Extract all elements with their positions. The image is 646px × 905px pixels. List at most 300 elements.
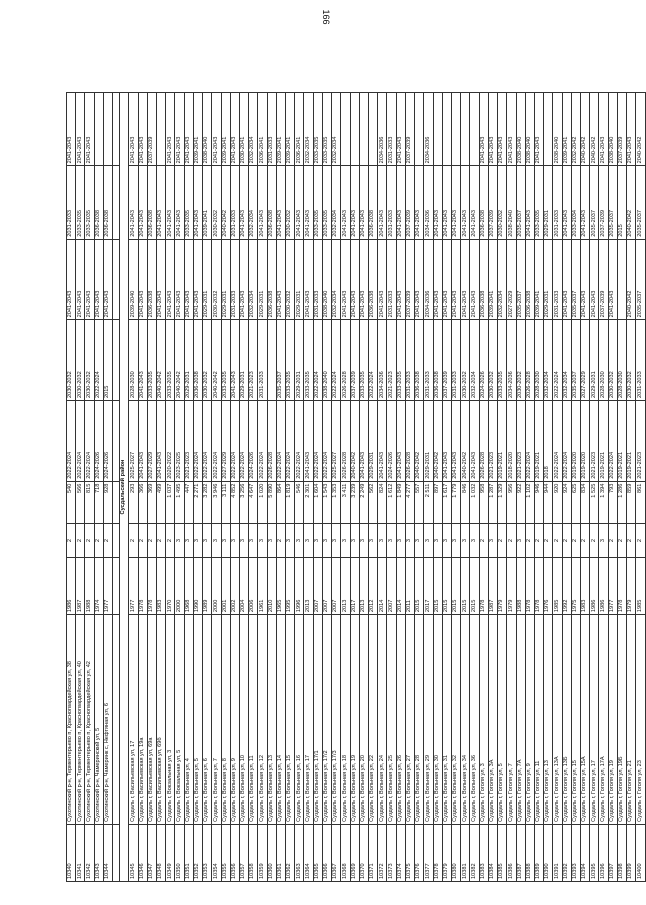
table-row: [313, 93, 322, 882]
cell-p1: 2026-2028: [479, 401, 488, 482]
cell-area: 3 282: [203, 481, 212, 524]
cell-p2: 2034-2036: [378, 320, 387, 401]
cell-id: 10355: [221, 824, 230, 881]
cell-id: 10340: [67, 824, 76, 881]
cell-year: 1983: [156, 557, 165, 614]
cell-area: 920: [553, 481, 562, 524]
cell-area: 1 779: [451, 481, 460, 524]
cell-year: 1961: [258, 557, 267, 614]
cell-address: Суздаль г, Гоголя ул, 15А: [581, 615, 590, 825]
cell-p1: 2027-2029: [221, 401, 230, 482]
cell-id: 10354: [212, 824, 221, 881]
cell-p4: 2041-2043: [166, 166, 175, 239]
cell-id: 10344: [103, 824, 112, 881]
cell-floors: 3: [415, 524, 424, 558]
cell-area: 4 647: [249, 481, 258, 524]
table-row: [212, 93, 221, 882]
cell-p4: 2039-2041: [203, 166, 212, 239]
cell-year: 2015: [442, 557, 451, 614]
cell-p1: 2022-2024: [85, 401, 94, 482]
cell-address: Суздаль г, Вольная ул, 6: [203, 615, 212, 825]
empty-cell: [113, 320, 120, 401]
table-row: [175, 93, 184, 882]
cell-p2: 2028-2030: [617, 320, 626, 401]
cell-p4: 2037-2039: [599, 166, 608, 239]
cell-year: 1979: [498, 557, 507, 614]
cell-p3: 2036-2038: [267, 239, 276, 320]
cell-area: 562: [369, 481, 378, 524]
cell-p5: 2041-2043: [212, 93, 221, 166]
cell-address: Суздаль г, Гоголя ул, 11: [534, 615, 543, 825]
cell-floors: 3: [599, 524, 608, 558]
cell-p1: 2022-2024: [313, 401, 322, 482]
cell-address: Суздаль г, Вольная ул, 17: [304, 615, 313, 825]
cell-p5: 2032-2042: [571, 93, 580, 166]
cell-p2: 2036-2038: [193, 320, 202, 401]
cell-p5: 2041-2043: [498, 93, 507, 166]
cell-p3: 2030-2032: [212, 239, 221, 320]
cell-address: Суздаль г, Вольная ул, 28: [415, 615, 424, 825]
cell-p3: 2041-2043: [138, 239, 147, 320]
cell-p4: 2041-2043: [156, 166, 165, 239]
cell-year: 2010: [267, 557, 276, 614]
cell-id: 10343: [94, 824, 103, 881]
cell-id: 10348: [156, 824, 165, 881]
cell-area: 946: [534, 481, 543, 524]
cell-year: 2007: [387, 557, 396, 614]
cell-p2: 2040-2042: [156, 320, 165, 401]
cell-p1: 2019-2021: [627, 401, 636, 482]
table-row: [129, 93, 138, 882]
cell-p4: 2041-2043: [175, 166, 184, 239]
cell-area: 1 604: [313, 481, 322, 524]
table-row: [295, 93, 304, 882]
table-row: [424, 93, 433, 882]
cell-floors: 2: [627, 524, 636, 558]
cell-p2: 2033-2035: [396, 320, 405, 401]
cell-p2: 2033-2035: [166, 320, 175, 401]
cell-year: 2015: [433, 557, 442, 614]
cell-p5: [350, 93, 359, 166]
cell-year: 1985: [636, 557, 645, 614]
cell-p4: 2030-2032: [286, 166, 295, 239]
cell-p1: 2041-2043: [156, 401, 165, 482]
table-row: [608, 93, 617, 882]
cell-p1: 2027-2029: [147, 401, 156, 482]
cell-area: 793: [608, 481, 617, 524]
cell-p4: 2036-2038: [147, 166, 156, 239]
cell-p5: 2038-2040: [553, 93, 562, 166]
cell-p3: 2041-2043: [470, 239, 479, 320]
cell-p3: 2039-2040: [129, 239, 138, 320]
cell-area: 3 946: [212, 481, 221, 524]
cell-p4: 2041-2043: [461, 166, 470, 239]
cell-floors: 2: [138, 524, 147, 558]
cell-p2: 2033-2035: [286, 320, 295, 401]
cell-year: 1986: [67, 557, 76, 614]
cell-p2: 2030-2032: [85, 320, 94, 401]
cell-address: Суздаль г, Вольная ул, 7: [212, 615, 221, 825]
cell-p3: 2041-2043: [94, 239, 103, 320]
cell-p1: 2029-2031: [369, 401, 378, 482]
cell-floors: 3: [184, 524, 193, 558]
cell-p4: 2032-2034: [249, 166, 258, 239]
cell-id: 10400: [636, 824, 645, 881]
cell-p1: 2022-2024: [553, 401, 562, 482]
cell-p5: 2041-2043: [85, 93, 94, 166]
cell-p2: 2037-2039: [350, 320, 359, 401]
cell-floors: 2: [166, 524, 175, 558]
cell-p5: 2040-2042: [636, 93, 645, 166]
table-row: [442, 93, 451, 882]
cell-floors: 3: [175, 524, 184, 558]
cell-year: 1977: [103, 557, 112, 614]
cell-area: 2 249: [359, 481, 368, 524]
cell-p3: 2031-2033: [553, 239, 562, 320]
cell-area: 897: [433, 481, 442, 524]
cell-id: 10399: [627, 824, 636, 881]
cell-floors: 2: [76, 524, 85, 558]
cell-p5: 2041-2043: [534, 93, 543, 166]
cell-p1: 2018: [544, 401, 553, 482]
cell-id: 10378: [433, 824, 442, 881]
cell-p3: 2041-2043: [378, 239, 387, 320]
cell-floors: 3: [249, 524, 258, 558]
cell-p5: 2041-2043: [396, 93, 405, 166]
cell-area: 5 890: [267, 481, 276, 524]
cell-p2: 2031-2033: [424, 320, 433, 401]
table-row: [553, 93, 562, 882]
cell-p3: 2035-2037: [516, 239, 525, 320]
empty-cell: [113, 239, 120, 320]
table-row: [433, 93, 442, 882]
cell-floors: 2: [534, 524, 543, 558]
cell-id: 10364: [304, 824, 313, 881]
cell-p3: 2029-2031: [258, 239, 267, 320]
cell-area: 1 543: [322, 481, 331, 524]
table-row: [203, 93, 212, 882]
cell-address: Сухотинский р-н, Чамеринк с, Нефтяная ул, 6: [103, 615, 112, 825]
cell-address: Суздаль г, Вольная ул, 5: [193, 615, 202, 825]
cell-floors: 2: [636, 524, 645, 558]
cell-floors: 3: [230, 524, 239, 558]
cell-year: 2015: [415, 557, 424, 614]
cell-address: Суздаль г, Вольная ул, 36: [470, 615, 479, 825]
cell-address: Суздаль г, Гоголя ул, 7А: [516, 615, 525, 825]
cell-p1: 2021-2023: [636, 401, 645, 482]
cell-floors: 2: [85, 524, 94, 558]
cell-floors: 3: [350, 524, 359, 558]
cell-p1: 2022-2024: [322, 401, 331, 482]
cell-p5: 2031-2033: [267, 93, 276, 166]
cell-p2: 2034-2036: [507, 320, 516, 401]
cell-id: 10366: [322, 824, 331, 881]
cell-year: 2011: [405, 557, 414, 614]
cell-id: 10359: [258, 824, 267, 881]
cell-p2: 2030-2032: [461, 320, 470, 401]
cell-p1: 2024-2026: [249, 401, 258, 482]
cell-year: 2012: [369, 557, 378, 614]
cell-year: 2000: [212, 557, 221, 614]
cell-area: 861: [636, 481, 645, 524]
cell-area: 1 287: [488, 481, 497, 524]
table-row: [488, 93, 497, 882]
cell-p1: 2022-2024: [295, 401, 304, 482]
table-row: [534, 93, 543, 882]
cell-p3: 2041-2043: [341, 239, 350, 320]
table-row: [507, 93, 516, 882]
cell-year: 1995: [286, 557, 295, 614]
cell-id: 10349: [166, 824, 175, 881]
table-row: [76, 93, 85, 882]
table-row: [350, 93, 359, 882]
cell-p4: 2041-2043: [396, 166, 405, 239]
cell-id: 10372: [378, 824, 387, 881]
cell-year: 1988: [516, 557, 525, 614]
cell-p3: 2036-2038: [369, 239, 378, 320]
cell-p2: 2029-2031: [590, 320, 599, 401]
table-row: [258, 93, 267, 882]
cell-floors: 3: [424, 524, 433, 558]
cell-area: 928: [103, 481, 112, 524]
cell-address: Суздаль г, Васильевская ул, 17: [129, 615, 138, 825]
cell-area: 546: [295, 481, 304, 524]
cell-area: 958: [479, 481, 488, 524]
cell-p4: 2041-2043: [138, 166, 147, 239]
cell-year: 1978: [525, 557, 534, 614]
cell-p5: 2037-2039: [405, 93, 414, 166]
cell-p1: 2022-2024: [230, 401, 239, 482]
cell-p3: 2041-2043: [461, 239, 470, 320]
cell-floors: 3: [396, 524, 405, 558]
cell-p4: 2031-2033: [230, 166, 239, 239]
table-row: [590, 93, 599, 882]
cell-p4: 2041-2043: [350, 166, 359, 239]
cell-p1: 2021-2023: [516, 401, 525, 482]
cell-floors: 2: [147, 524, 156, 558]
cell-p2: 2029-2031: [239, 320, 248, 401]
cell-floors: 2: [617, 524, 626, 558]
table-row: [359, 93, 368, 882]
cell-p2: 2031-2033: [451, 320, 460, 401]
cell-year: 1985: [553, 557, 562, 614]
cell-p1: 2019-2021: [617, 401, 626, 482]
cell-year: 1974: [94, 557, 103, 614]
cell-p3: 2041-2043: [590, 239, 599, 320]
table-row: [304, 93, 313, 882]
cell-year: 1992: [562, 557, 571, 614]
cell-p4: 2041-2043: [129, 166, 138, 239]
cell-p3: 2041-2043: [581, 239, 590, 320]
cell-floors: 2: [129, 524, 138, 558]
cell-p3: 2037-2039: [599, 239, 608, 320]
cell-address: Суздаль г, Вольная ул, 15: [286, 615, 295, 825]
cell-p4: 2041-2043: [415, 166, 424, 239]
cell-id: 10390: [544, 824, 553, 881]
cell-p2: 2028-2030: [129, 320, 138, 401]
cell-address: Суздаль г, Гоголя ул, 13А: [553, 615, 562, 825]
cell-p5: 2032-2034: [332, 93, 341, 166]
table-row: [544, 93, 553, 882]
cell-p2: 2021-2023: [387, 320, 396, 401]
cell-area: 557: [415, 481, 424, 524]
cell-p5: [103, 93, 112, 166]
cell-p1: 2029-2031: [424, 401, 433, 482]
cell-p4: 2031-2033: [553, 166, 562, 239]
cell-year: 1986: [590, 557, 599, 614]
cell-address: Суздаль г, Гоголя ул, 3: [479, 615, 488, 825]
cell-p1: 2024-2026: [94, 401, 103, 482]
cell-area: 499: [156, 481, 165, 524]
cell-p4: 2040-2042: [627, 166, 636, 239]
cell-p1: 2022-2024: [286, 401, 295, 482]
cell-area: 718: [94, 481, 103, 524]
cell-p3: 2034-2036: [424, 239, 433, 320]
cell-p2: 2041-2043: [138, 320, 147, 401]
cell-floors: 2: [562, 524, 571, 558]
cell-floors: 2: [103, 524, 112, 558]
cell-year: 2006: [249, 557, 258, 614]
cell-p3: 2041-2043: [193, 239, 202, 320]
cell-floors: 2: [94, 524, 103, 558]
cell-p4: 2041-2043: [433, 166, 442, 239]
cell-p2: 2033-2035: [359, 320, 368, 401]
cell-year: 2015: [470, 557, 479, 614]
cell-p2: 2030-2032: [67, 320, 76, 401]
cell-p5: 2037-2039: [617, 93, 626, 166]
cell-id: 10358: [249, 824, 258, 881]
cell-area: 2 301: [304, 481, 313, 524]
cell-p5: 2039-2041: [562, 93, 571, 166]
cell-area: 1 329: [498, 481, 507, 524]
cell-area: 846: [461, 481, 470, 524]
cell-p4: 2041-2043: [359, 166, 368, 239]
cell-p2: 2030-2032: [76, 320, 85, 401]
empty-cell: [113, 401, 120, 482]
cell-address: Суздаль г, Васильевская ул, 69а: [147, 615, 156, 825]
cell-address: Суздаль г, Гоголя ул, 17А: [599, 615, 608, 825]
cell-p3: 2041-2043: [359, 239, 368, 320]
cell-address: Суздаль г, Вольная ул, 8: [221, 615, 230, 825]
cell-p2: 2040-2042: [175, 320, 184, 401]
cell-id: 10350: [175, 824, 184, 881]
cell-p5: 2032-2034: [249, 93, 258, 166]
cell-p1: 2026-2028: [341, 401, 350, 482]
cell-year: 1976: [544, 557, 553, 614]
cell-p2: 2029-2031: [295, 320, 304, 401]
cell-id: 10365: [313, 824, 322, 881]
cell-address: Суздаль г, Гоголя ул, 19Б: [617, 615, 626, 825]
cell-address: Суздаль г, Вольная ул, 30: [433, 615, 442, 825]
cell-p1: 2022-2024: [276, 401, 285, 482]
cell-year: 1987: [488, 557, 497, 614]
cell-address: Суздаль г, Вольная ул, 34: [461, 615, 470, 825]
cell-address: Суздаль г, Вольная ул, 9: [230, 615, 239, 825]
cell-floors: 2: [507, 524, 516, 558]
cell-p5: 2031-2033: [387, 93, 396, 166]
cell-floors: 3: [193, 524, 202, 558]
cell-p5: [470, 93, 479, 166]
cell-id: 10379: [442, 824, 451, 881]
table-row: [571, 93, 580, 882]
cell-year: 2001: [221, 557, 230, 614]
cell-p5: 2040-2042: [581, 93, 590, 166]
cell-p3: 2041-2043: [304, 239, 313, 320]
cell-id: 10346: [138, 824, 147, 881]
table-row: [461, 93, 470, 882]
cell-p1: 2025-2027: [332, 401, 341, 482]
cell-p4: 2041-2043: [258, 166, 267, 239]
cell-id: 10361: [276, 824, 285, 881]
cell-address: Суздаль г, Вольная ул, 22: [369, 615, 378, 825]
cell-area: 625: [571, 481, 580, 524]
cell-floors: 3: [369, 524, 378, 558]
cell-area: 824: [378, 481, 387, 524]
cell-p2: 2022-2024: [94, 320, 103, 401]
cell-p5: 2036-2041: [295, 93, 304, 166]
cell-address: Суздаль г, Вольная ул, 13: [267, 615, 276, 825]
cell-p1: 2022-2024: [67, 401, 76, 482]
cell-p2: 2022-2024: [369, 320, 378, 401]
cell-floors: 3: [267, 524, 276, 558]
cell-address: Суздаль г, Вольная ул, 17/2: [322, 615, 331, 825]
cell-p3: 2035-2037: [571, 239, 580, 320]
cell-floors: 3: [387, 524, 396, 558]
cell-area: 1 102: [525, 481, 534, 524]
cell-address: Суздаль г, Вольная ул, 4: [184, 615, 193, 825]
page-number: 166: [321, 9, 331, 25]
cell-p5: 2039-2041: [286, 93, 295, 166]
cell-floors: 3: [221, 524, 230, 558]
cell-p5: [451, 93, 460, 166]
table-row: [332, 93, 341, 882]
cell-p5: 2041-2043: [67, 93, 76, 166]
cell-p2: [267, 320, 276, 401]
cell-id: 10376: [415, 824, 424, 881]
cell-p3: 2039-2041: [534, 239, 543, 320]
cell-p2: 2024-2026: [479, 320, 488, 401]
cell-p4: 2041-2043: [470, 166, 479, 239]
cell-area: 540: [67, 481, 76, 524]
cell-id: 10384: [488, 824, 497, 881]
cell-p4: 2036-2038: [94, 166, 103, 239]
cell-p3: 2029-2031: [295, 239, 304, 320]
cell-area: 1 394: [599, 481, 608, 524]
cell-p3: 2041-2043: [85, 239, 94, 320]
cell-address: Суздаль г, Гоголя ул, 7: [507, 615, 516, 825]
cell-p2: 2041-2043: [230, 320, 239, 401]
cell-p4: 2031-2033: [67, 166, 76, 239]
cell-p1: 2022-2024: [212, 401, 221, 482]
table-row: [267, 93, 276, 882]
table-row: [166, 93, 175, 882]
cell-p5: 2041-2043: [599, 93, 608, 166]
cell-year: 2017: [424, 557, 433, 614]
cell-p1: 2040-2042: [433, 401, 442, 482]
cell-year: 1996: [295, 557, 304, 614]
cell-p4: 2030-2032: [212, 166, 221, 239]
cell-p2: 2026-2028: [525, 320, 534, 401]
cell-id: 10370: [359, 824, 368, 881]
cell-p2: 2029-2031: [184, 320, 193, 401]
cell-floors: 3: [488, 524, 497, 558]
cell-p3: 2041-2043: [276, 239, 285, 320]
cell-p5: 2041-2043: [230, 93, 239, 166]
cell-area: 2 511: [424, 481, 433, 524]
cell-p3: 2032-2034: [332, 239, 341, 320]
cell-year: 1979: [627, 557, 636, 614]
housing-repair-table: [66, 92, 646, 882]
